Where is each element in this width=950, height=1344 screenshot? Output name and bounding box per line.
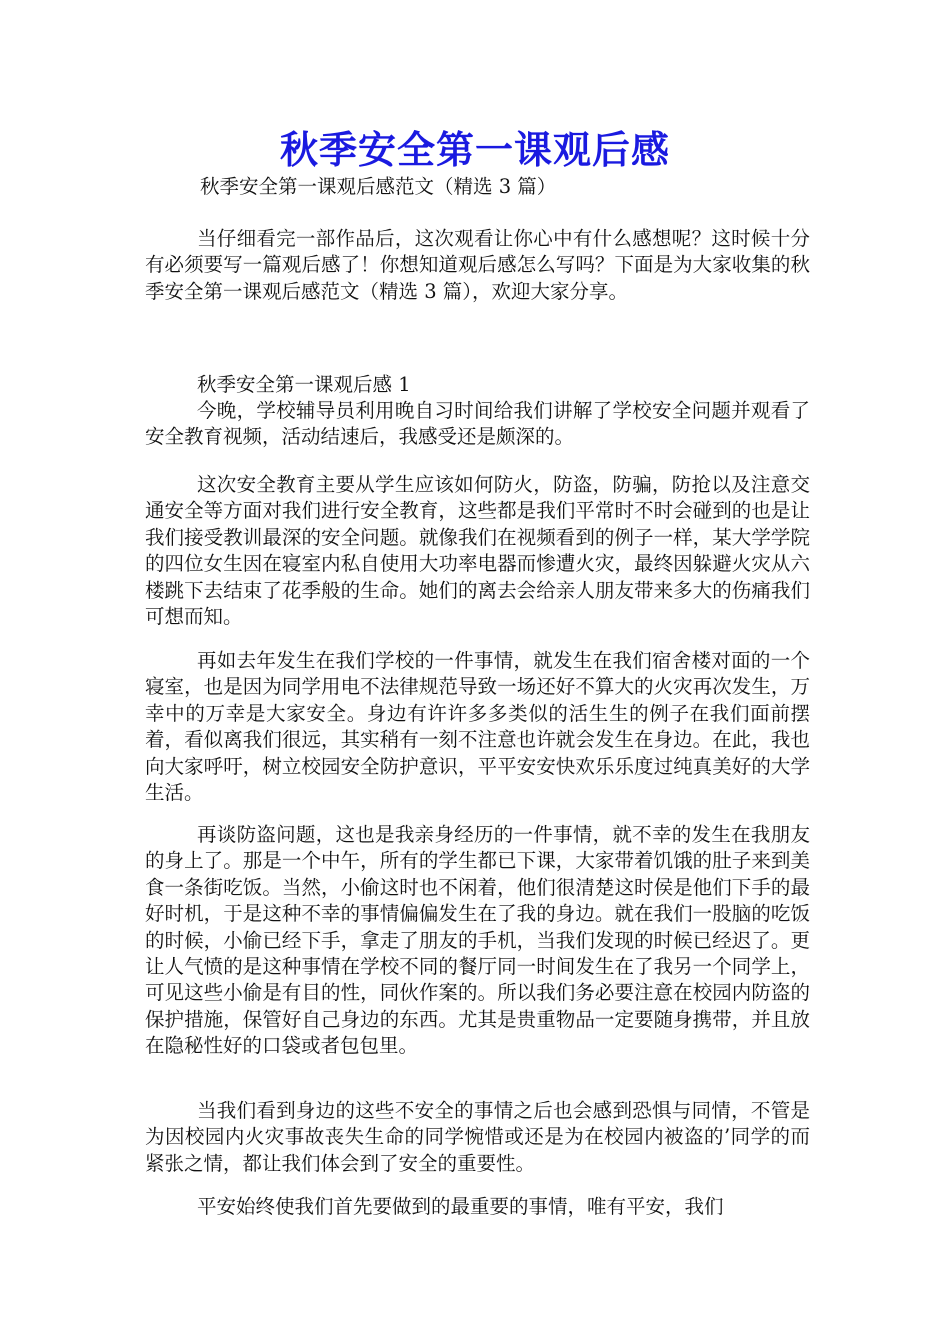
intro-paragraph: 当仔细看完一部作品后，这次观看让你心中有什么感想呢？这时候十分有必须要写一篇观后感了！你想知道观后感怎么写吗？下面是为大家收集的秋季安全第一课观后感范文（精选 3 篇），欢迎大家分享。	[145, 227, 810, 303]
body-paragraph-1: 今晚，学校辅导员利用晚自习时间给我们讲解了学校安全问题并观看了安全教育视频，活动结速后，我感受还是颇深的。	[145, 399, 810, 449]
body-paragraph-6: 平安始终使我们首先要做到的最重要的事情，唯有平安，我们	[197, 1195, 724, 1218]
body-paragraph-4: 再谈防盗问题，这也是我亲身经历的一件事情，就不幸的发生在我朋友的身上了。那是一个中午，所有的学生都已下课，大家带着饥饿的肚子来到美食一条街吃饭。当然，小偷这时也不闲着，他们很清楚这时侯是他们下手的最好时机，于是这种不幸的事情偏偏发生在了我的身边。就在我们一股脑的吃饭的时候，小偷已经下手，拿走了朋友的手机，当我们发现的时候已经迟了。更让人气愤的是这种事情在学校不同的餐厅同一时间发生在了我另一个同学上，可见这些小偷是有目的性，同伙作案的。所以我们务必要注意在校园内防盗的保护措施，保管好自己身边的东西。尤其是贵重物品一定要随身携带，并且放在隐秘性好的口袋或者包包里。	[145, 823, 810, 1058]
document-title: 秋季安全第一课观后感	[279, 127, 670, 172]
body-paragraph-5: 当我们看到身边的这些不安全的事情之后也会感到恐惧与同情，不管是为因校园内火灾事故丧失生命的同学惋惜或还是为在校园内被盗的’同学的而紧张之情，都让我们体会到了安全的重要性。	[145, 1099, 810, 1175]
body-paragraph-2: 这次安全教育主要从学生应该如何防火，防盗，防骗，防抢以及注意交通安全等方面对我们进行安全教育，这些都是我们平常时不时会碰到的也是让我们接受教训最深的安全问题。就像我们在视频看到的例子一样，某大学学院的四位女生因在寝室内私自使用大功率电器而惨遭火灾，最终因躲避火灾从六楼跳下去结束了花季般的生命。她们的离去会给亲人朋友带来多大的伤痛我们可想而知。	[145, 473, 810, 629]
document-subtitle: 秋季安全第一课观后感范文（精选 3 篇）	[200, 175, 557, 198]
body-paragraph-3: 再如去年发生在我们学校的一件事情，就发生在我们宿舍楼对面的一个寝室，也是因为同学用电不法律规范导致一场还好不算大的火灾再次发生，万幸中的万幸是大家安全。身边有许许多多类似的活生生的例子在我们面前摆着，看似离我们很远，其实稍有一刻不注意也许就会发生在身边。在此，我也向大家呼吁，树立校园安全防护意识，平平安安快欢乐乐度过纯真美好的大学生活。	[145, 649, 810, 805]
section-heading: 秋季安全第一课观后感 1	[197, 373, 411, 396]
